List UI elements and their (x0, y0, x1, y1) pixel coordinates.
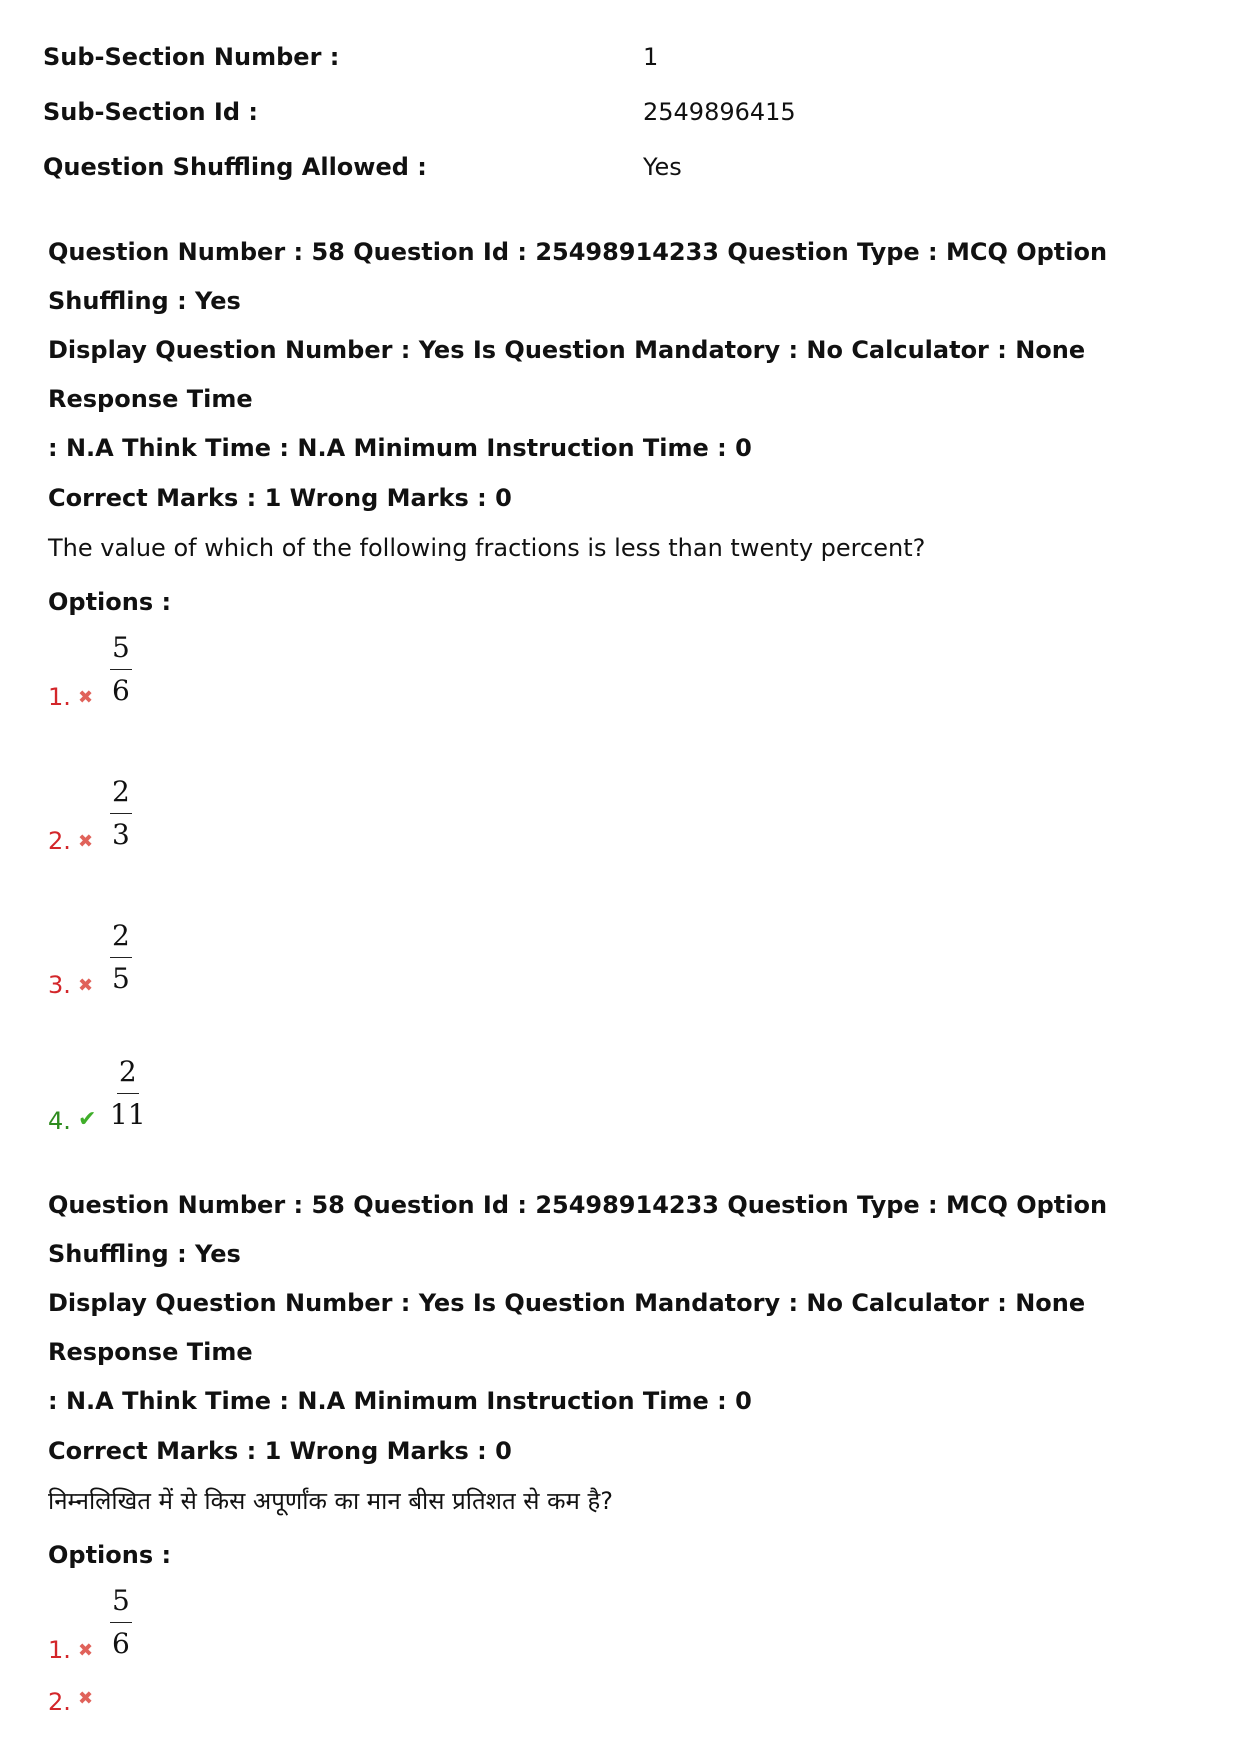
option-fraction (110, 1584, 132, 1661)
fraction-denominator: 6 (112, 1627, 130, 1660)
fraction-numerator: 2 (110, 919, 132, 958)
question-header-line: Display Question Number : Yes Is Question Mandatory : No Calculator : None Response Time (48, 1289, 1086, 1366)
fraction-numerator: 5 (110, 1584, 132, 1623)
option-number: 2. (48, 827, 71, 855)
cross-icon: ✖ (78, 687, 94, 708)
option-fraction (110, 775, 132, 852)
question-marks: Correct Marks : 1 Wrong Marks : 0 (48, 1437, 512, 1465)
fraction-numerator: 5 (110, 631, 132, 670)
option-item (48, 1584, 1208, 1688)
question-header-line: Display Question Number : Yes Is Question Mandatory : No Calculator : None Response Time (48, 336, 1086, 413)
option-number: 1. (48, 683, 71, 711)
cross-icon: ✖ (78, 1688, 94, 1709)
fraction-numerator: 2 (110, 775, 132, 814)
subsection-number-label: Sub-Section Number : (43, 43, 340, 71)
check-icon: ✔ (78, 1107, 97, 1132)
option-fraction (110, 1055, 146, 1132)
subsection-info (43, 32, 1193, 197)
subsection-number-row (43, 32, 1193, 87)
cross-icon: ✖ (78, 1640, 94, 1661)
subsection-number-value: 1 (643, 43, 659, 71)
question-header-line: : N.A Think Time : N.A Minimum Instruction Time : 0 (48, 434, 752, 462)
cross-icon: ✖ (78, 975, 94, 996)
question-header-line: Question Number : 58 Question Id : 25498914233 Question Type : MCQ Option Shuffling : Yes (48, 1191, 1108, 1268)
option-number: 2. (48, 1688, 71, 1716)
subsection-id-value: 2549896415 (643, 98, 796, 126)
question-block-english (48, 228, 1208, 1207)
option-item (48, 1688, 1208, 1748)
question-shuffling-label: Question Shuffling Allowed : (43, 153, 427, 181)
fraction-denominator: 6 (112, 674, 130, 707)
question-header-line: Question Number : 58 Question Id : 25498914233 Question Type : MCQ Option Shuffling : Yes (48, 238, 1108, 315)
fraction-numerator: 2 (117, 1055, 139, 1094)
question-marks: Correct Marks : 1 Wrong Marks : 0 (48, 484, 512, 512)
fraction-denominator: 3 (112, 818, 130, 851)
option-fraction (110, 919, 132, 996)
option-fraction (110, 631, 132, 708)
cross-icon: ✖ (78, 831, 94, 852)
question-text: The value of which of the following fractions is less than twenty percent? (48, 534, 926, 562)
fraction-denominator: 5 (112, 962, 130, 995)
question-shuffling-value: Yes (643, 153, 682, 181)
question-text: निम्नलिखित में से किस अपूर्णांक का मान बीस प्रतिशत से कम है? (48, 1487, 614, 1515)
option-item (48, 775, 1208, 919)
fraction-denominator: 11 (110, 1098, 146, 1131)
options-label: Options : (48, 1541, 172, 1569)
subsection-id-row (43, 87, 1193, 142)
option-item (48, 919, 1208, 1063)
options-label: Options : (48, 588, 172, 616)
question-block-hindi (48, 1181, 1208, 1748)
option-item (48, 631, 1208, 775)
subsection-id-label: Sub-Section Id : (43, 98, 258, 126)
option-number: 4. (48, 1107, 71, 1135)
option-number: 3. (48, 971, 71, 999)
question-shuffling-row (43, 142, 1193, 197)
option-number: 1. (48, 1636, 71, 1664)
question-header-line: : N.A Think Time : N.A Minimum Instruction Time : 0 (48, 1387, 752, 1415)
